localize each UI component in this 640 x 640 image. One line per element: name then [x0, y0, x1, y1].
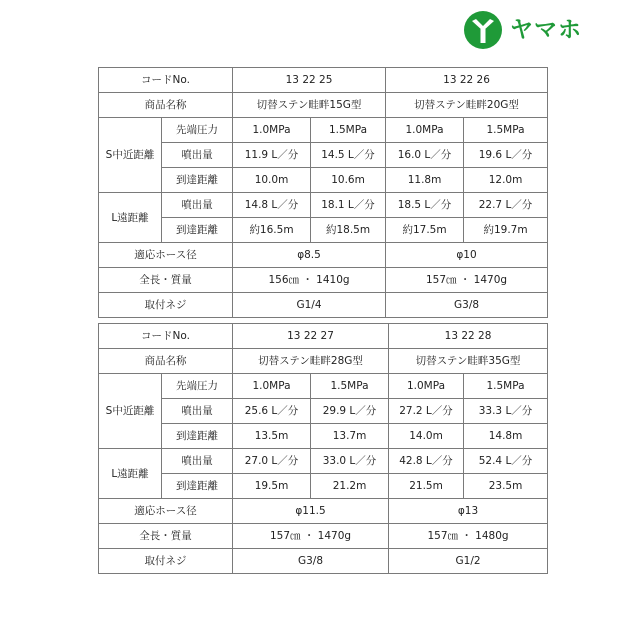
- hose-value: φ10: [386, 243, 548, 268]
- distance-value: 約18.5m: [311, 218, 386, 243]
- flow-value: 11.9 L／分: [233, 143, 311, 168]
- table-row: [99, 324, 548, 349]
- pressure-value: 1.0MPa: [233, 118, 311, 143]
- table-row: [99, 349, 548, 374]
- pressure-value: 1.5MPa: [311, 374, 389, 399]
- flow-value: 29.9 L／分: [311, 399, 389, 424]
- length-weight-value: 156㎝ ・ 1410g: [233, 268, 386, 293]
- table-row: [99, 474, 548, 499]
- distance-label: 到達距離: [162, 474, 233, 499]
- product-name: 切替ステン畦畔35G型: [389, 349, 548, 374]
- thread-value: G1/2: [389, 549, 548, 574]
- distance-value: 約16.5m: [233, 218, 311, 243]
- hose-label: 適応ホース径: [99, 499, 233, 524]
- flow-value: 14.5 L／分: [311, 143, 386, 168]
- distance-label: 到達距離: [162, 424, 233, 449]
- pressure-value: 1.5MPa: [311, 118, 386, 143]
- distance-value: 21.2m: [311, 474, 389, 499]
- brand-name: ヤマホ: [510, 16, 582, 43]
- flow-label: 噴出量: [162, 193, 233, 218]
- table-row: [99, 268, 548, 293]
- table-row: [99, 499, 548, 524]
- length-weight-value: 157㎝ ・ 1470g: [386, 268, 548, 293]
- distance-value: 11.8m: [386, 168, 464, 193]
- table-row: [99, 293, 548, 318]
- l-group-label: L遠距離: [99, 449, 162, 499]
- product-name: 切替ステン畦畔28G型: [233, 349, 389, 374]
- flow-label: 噴出量: [162, 449, 233, 474]
- table-row: [99, 68, 548, 93]
- table-row: [99, 549, 548, 574]
- distance-value: 14.8m: [464, 424, 548, 449]
- table-row: [99, 168, 548, 193]
- pressure-label: 先端圧力: [162, 118, 233, 143]
- product-code: 13 22 25: [233, 68, 386, 93]
- flow-value: 19.6 L／分: [464, 143, 548, 168]
- distance-label: 到達距離: [162, 168, 233, 193]
- flow-value: 27.2 L／分: [389, 399, 464, 424]
- distance-value: 23.5m: [464, 474, 548, 499]
- table-row: [99, 399, 548, 424]
- flow-value: 42.8 L／分: [389, 449, 464, 474]
- distance-value: 12.0m: [464, 168, 548, 193]
- table-row: [99, 193, 548, 218]
- distance-value: 19.5m: [233, 474, 311, 499]
- distance-value: 10.6m: [311, 168, 386, 193]
- hose-value: φ8.5: [233, 243, 386, 268]
- code-label: コードNo.: [99, 324, 233, 349]
- table-row: [99, 243, 548, 268]
- distance-value: 約19.7m: [464, 218, 548, 243]
- distance-value: 約17.5m: [386, 218, 464, 243]
- table-row: [99, 118, 548, 143]
- distance-value: 10.0m: [233, 168, 311, 193]
- length-weight-label: 全長・質量: [99, 268, 233, 293]
- pressure-value: 1.0MPa: [233, 374, 311, 399]
- pressure-value: 1.5MPa: [464, 374, 548, 399]
- flow-value: 16.0 L／分: [386, 143, 464, 168]
- s-group-label: S中近距離: [99, 374, 162, 449]
- flow-value: 52.4 L／分: [464, 449, 548, 474]
- pressure-label: 先端圧力: [162, 374, 233, 399]
- flow-value: 18.1 L／分: [311, 193, 386, 218]
- product-code: 13 22 28: [389, 324, 548, 349]
- flow-label: 噴出量: [162, 143, 233, 168]
- length-weight-value: 157㎝ ・ 1470g: [233, 524, 389, 549]
- thread-value: G3/8: [233, 549, 389, 574]
- thread-label: 取付ネジ: [99, 549, 233, 574]
- flow-value: 14.8 L／分: [233, 193, 311, 218]
- table-row: [99, 93, 548, 118]
- table-row: [99, 143, 548, 168]
- flow-value: 33.3 L／分: [464, 399, 548, 424]
- table-row: [99, 449, 548, 474]
- brand-logo: [462, 10, 602, 50]
- s-group-label: S中近距離: [99, 118, 162, 193]
- name-label: 商品名称: [99, 93, 233, 118]
- thread-value: G1/4: [233, 293, 386, 318]
- flow-value: 18.5 L／分: [386, 193, 464, 218]
- pressure-value: 1.5MPa: [464, 118, 548, 143]
- flow-value: 33.0 L／分: [311, 449, 389, 474]
- table-row: [99, 524, 548, 549]
- product-code: 13 22 26: [386, 68, 548, 93]
- length-weight-label: 全長・質量: [99, 524, 233, 549]
- hose-value: φ11.5: [233, 499, 389, 524]
- flow-value: 27.0 L／分: [233, 449, 311, 474]
- distance-value: 13.7m: [311, 424, 389, 449]
- flow-value: 22.7 L／分: [464, 193, 548, 218]
- product-name: 切替ステン畦畔15G型: [233, 93, 386, 118]
- thread-label: 取付ネジ: [99, 293, 233, 318]
- spec-table-1: [98, 67, 548, 318]
- pressure-value: 1.0MPa: [389, 374, 464, 399]
- flow-value: 25.6 L／分: [233, 399, 311, 424]
- yamaho-leaf-icon: [462, 10, 504, 50]
- name-label: 商品名称: [99, 349, 233, 374]
- hose-label: 適応ホース径: [99, 243, 233, 268]
- code-label: コードNo.: [99, 68, 233, 93]
- distance-label: 到達距離: [162, 218, 233, 243]
- flow-label: 噴出量: [162, 399, 233, 424]
- hose-value: φ13: [389, 499, 548, 524]
- spec-table-2: [98, 323, 548, 574]
- l-group-label: L遠距離: [99, 193, 162, 243]
- product-name: 切替ステン畦畔20G型: [386, 93, 548, 118]
- length-weight-value: 157㎝ ・ 1480g: [389, 524, 548, 549]
- table-row: [99, 218, 548, 243]
- distance-value: 13.5m: [233, 424, 311, 449]
- product-code: 13 22 27: [233, 324, 389, 349]
- distance-value: 14.0m: [389, 424, 464, 449]
- table-row: [99, 374, 548, 399]
- table-row: [99, 424, 548, 449]
- thread-value: G3/8: [386, 293, 548, 318]
- distance-value: 21.5m: [389, 474, 464, 499]
- pressure-value: 1.0MPa: [386, 118, 464, 143]
